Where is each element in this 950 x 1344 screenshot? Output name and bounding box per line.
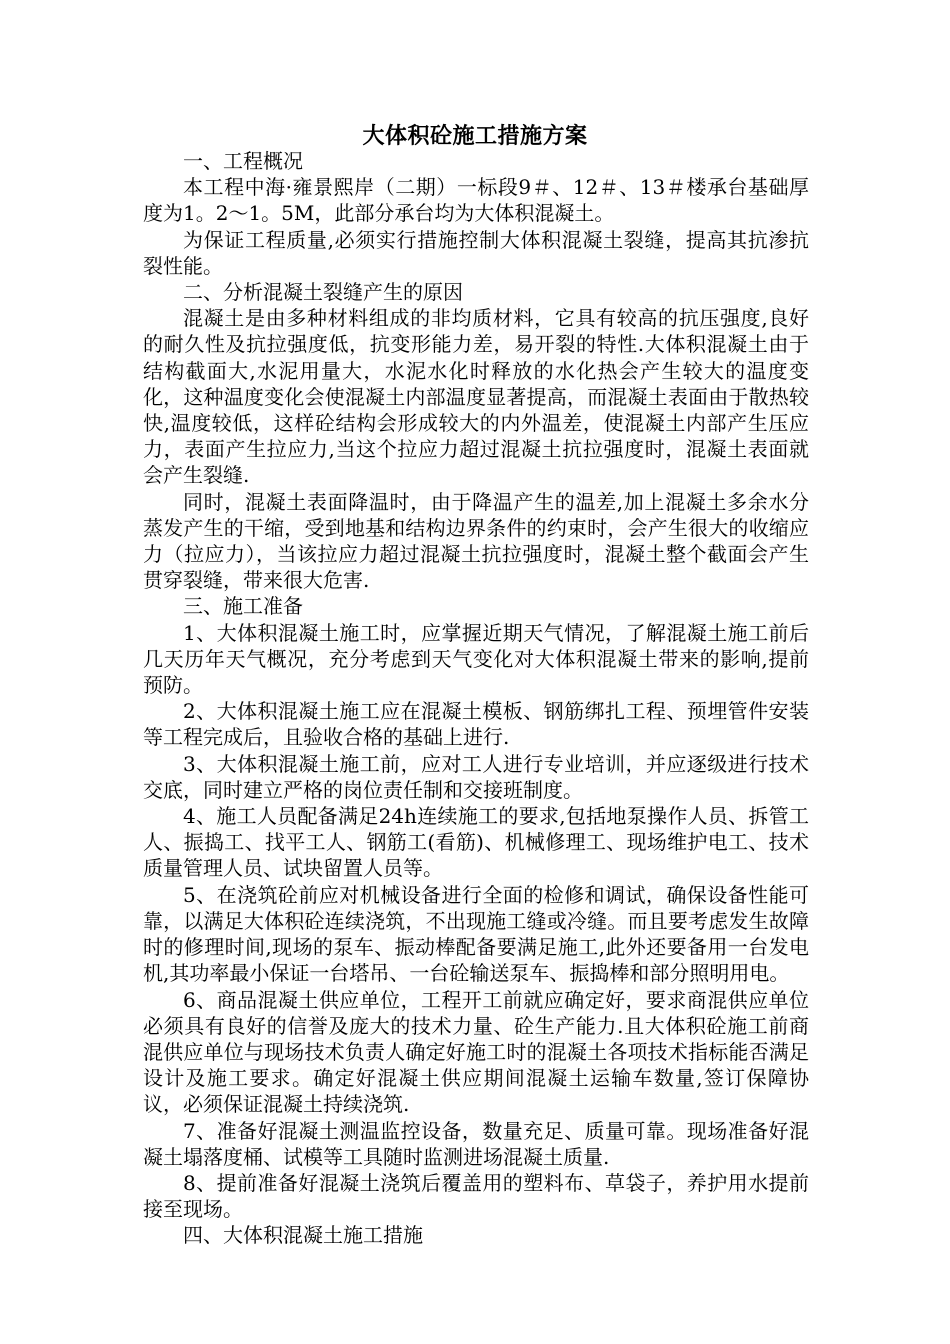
list-item: 3、大体积混凝土施工前，应对工人进行专业培训，并应逐级进行技术交底，同时建立严格的岗位责任制和交接班制度。 (143, 751, 809, 802)
section-heading: 二、分析混凝土裂缝产生的原因 (183, 280, 463, 305)
list-item: 4、施工人员配备满足24h连续施工的要求,包括地泵操作人员、拆管工人、振捣工、找平工人、钢筋工(看筋)、机械修理工、现场维护电工、技术质量管理人员、试块留置人员等。 (143, 804, 809, 881)
list-item: 2、大体积混凝土施工应在混凝土模板、钢筋绑扎工程、预埋管件安装等工程完成后，且验收合格的基础上进行. (143, 699, 809, 750)
list-item: 6、商品混凝土供应单位，工程开工前就应确定好，要求商混供应单位必须具有良好的信誉及庞大的技术力量、砼生产能力.且大体积砼施工前商混供应单位与现场技术负责人确定好施工时的混凝土各项技术指标能否满足设计及施工要求。确定好混凝土供应期间混凝土运输车数量,签订保障协议，必须保证混凝土持续浇筑. (143, 987, 809, 1117)
list-item: 5、在浇筑砼前应对机械设备进行全面的检修和调试，确保设备性能可靠，以满足大体积砼连续浇筑，不出现施工缝或冷缝。而且要考虑发生故障时的修理时间,现场的泵车、振动棒配备要满足施工,此外还要备用一台发电机,其功率最小保证一台塔吊、一台砼输送泵车、振捣棒和部分照明用电。 (143, 882, 809, 986)
paragraph: 混凝土是由多种材料组成的非均质材料，它具有较高的抗压强度,良好的耐久性及抗拉强度低，抗变形能力差，易开裂的特性.大体积混凝土由于结构截面大,水泥用量大，水泥水化时释放的水化热会产生较大的温度变化，这种温度变化会使混凝土内部温度显著提高，而混凝土表面由于散热较快,温度较低，这样砼结构会形成较大的内外温差，使混凝土内部产生压应力，表面产生拉应力,当这个拉应力超过混凝土抗拉强度时，混凝土表面就会产生裂缝. (143, 306, 809, 488)
paragraph: 本工程中海·雍景熙岸（二期）一标段9＃、12＃、13＃楼承台基础厚度为1。2～1。5M，此部分承台均为大体积混凝土。 (143, 175, 809, 226)
paragraph: 同时，混凝土表面降温时，由于降温产生的温差,加上混凝土多余水分蒸发产生的干缩，受到地基和结构边界条件的约束时，会产生很大的收缩应力（拉应力），当该拉应力超过混凝土抗拉强度时，混凝土整个截面会产生贯穿裂缝，带来很大危害. (143, 489, 809, 593)
list-item: 7、准备好混凝土测温监控设备，数量充足、质量可靠。现场准备好混凝土塌落度桶、试模等工具随时监测进场混凝土质量. (143, 1118, 809, 1169)
document-body (143, 148, 809, 1249)
section-heading: 四、大体积混凝土施工措施 (183, 1223, 423, 1248)
document-title: 大体积砼施工措施方案 (362, 123, 588, 149)
list-item: 8、提前准备好混凝土浇筑后覆盖用的塑料布、草袋子，养护用水提前接至现场。 (143, 1170, 809, 1222)
section-heading: 一、工程概况 (183, 149, 303, 173)
paragraph: 为保证工程质量,必须实行措施控制大体积混凝土裂缝，提高其抗渗抗裂性能。 (143, 227, 809, 278)
list-item: 1、大体积混凝土施工时，应掌握近期天气情况，了解混凝土施工前后几天历年天气概况，充分考虑到天气变化对大体积混凝土带来的影响,提前预防。 (143, 620, 809, 698)
section-heading: 三、施工准备 (183, 594, 303, 619)
